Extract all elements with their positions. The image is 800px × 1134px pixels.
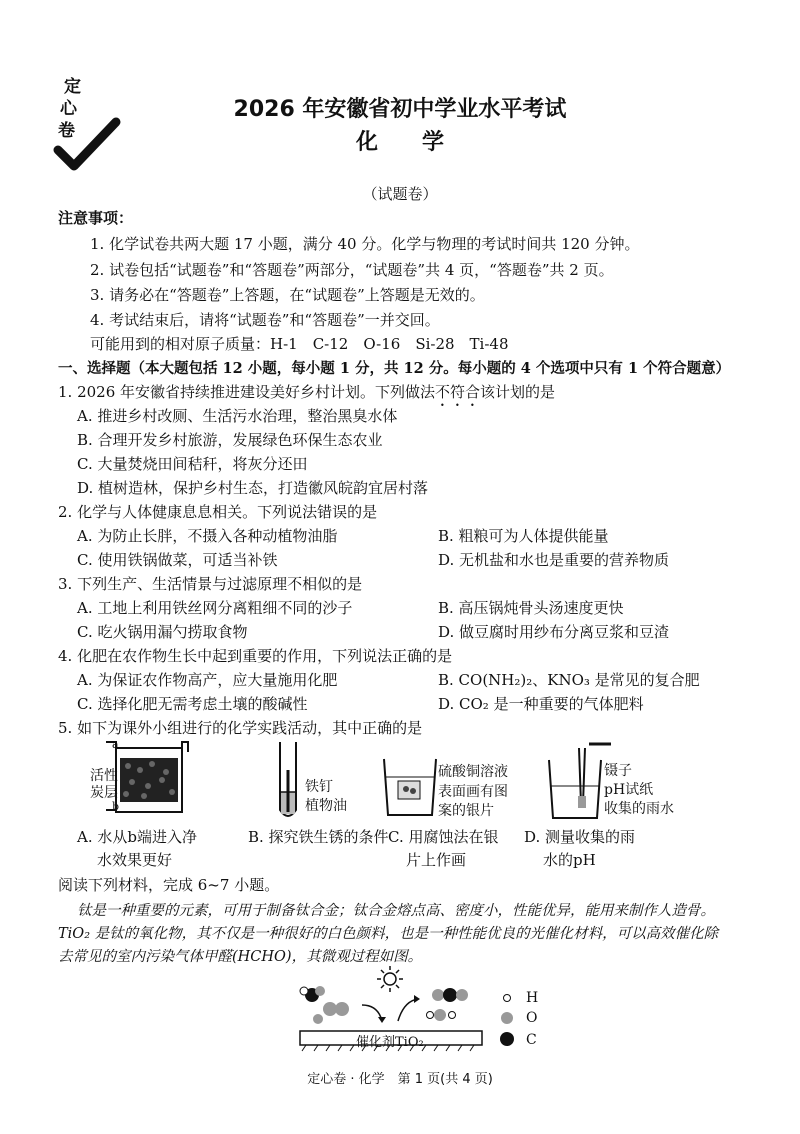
ph-label-tweezers: 镊子 [604, 763, 632, 779]
q2-option-b: B. 粗粮可为人体提供能量 [438, 527, 609, 545]
q5-option-a-line-1: A. 水从b端进入净 [77, 828, 197, 846]
filter-label-b: b [112, 800, 120, 813]
ph-label-rainwater: 收集的雨水 [604, 801, 674, 817]
beaker-silver-figure [380, 755, 440, 820]
notice-item-3: 3. 请务必在“答题卷”上答题，在“试题卷”上答题是无效的。 [90, 286, 485, 304]
q2-stem: 2. 化学与人体健康息息相关。下列说法错误的是 [58, 503, 378, 521]
q3-stem: 3. 下列生产、生活情景与过滤原理不相似的是 [58, 575, 363, 593]
q4-option-a: A. 为保证农作物高产，应大量施用化肥 [77, 671, 338, 689]
q2-option-a: A. 为防止长胖，不摄入各种动植物油脂 [77, 527, 338, 545]
q4-option-c: C. 选择化肥无需考虑土壤的酸碱性 [77, 695, 308, 713]
reading-intro: 阅读下列材料，完成 6~7 小题。 [58, 876, 280, 894]
exam-title: 2026 年安徽省初中学业水平考试 [233, 97, 567, 122]
notice-item-4: 4. 考试结束后，请将“试题卷”和“答题卷”一并交回。 [90, 311, 440, 329]
sun-icon [377, 966, 403, 992]
q3-option-a: A. 工地上利用铁丝网分离粗细不同的沙子 [77, 599, 353, 617]
stamp-char-1: 定 [64, 77, 81, 97]
q4-option-d: D. CO₂ 是一种重要的气体肥料 [438, 695, 644, 713]
reading-paragraph-1: 钛是一种重要的元素，可用于制备钛合金；钛合金熔点高、密度小，性能优异，能用来制作人造骨。 [77, 903, 715, 919]
q1-option-a: A. 推进乡村改厕、生活污水治理，整治黑臭水体 [77, 407, 398, 425]
q4-option-b: B. CO(NH₂)₂、KNO₃ 是常见的复合肥 [438, 671, 700, 689]
subject-title: 化 学 [355, 130, 444, 155]
atom-legend-markers [496, 990, 518, 1050]
q5-option-c-line-1: C. 用腐蚀法在银 [388, 828, 499, 846]
q3-option-d: D. 做豆腐时用纱布分离豆浆和豆渣 [438, 623, 670, 641]
catalyst-label: 催化剂TiO₂ [356, 1035, 424, 1050]
reading-paragraph-2: TiO₂ 是钛的氧化物，其不仅是一种很好的白色颜料，也是一种性能优良的光催化材料，可以高效催化除 [58, 926, 719, 942]
atomic-masses: 可能用到的相对原子质量：H-1 C-12 O-16 Si-28 Ti-48 [90, 335, 509, 353]
q1-option-d: D. 植树造林，保护乡村生态，打造徽风皖韵宜居村落 [77, 479, 429, 497]
q5-stem: 5. 如下为课外小组进行的化学实践活动，其中正确的是 [58, 719, 423, 737]
q1-stem-b: 该计划的是 [480, 383, 556, 401]
legend-carbon: C [526, 1032, 537, 1048]
q2-option-c: C. 使用铁锅做菜，可适当补铁 [77, 551, 278, 569]
test-tube-label-oil: 植物油 [305, 798, 347, 814]
filter-label-a: a [112, 738, 119, 751]
notice-item-1: 1. 化学试卷共两大题 17 小题，满分 40 分。化学与物理的考试时间共 120 分钟。 [90, 235, 640, 253]
beaker-label-plate-2: 案的银片 [438, 803, 494, 819]
q5-option-d-line-2: 水的pH [543, 851, 596, 869]
q4-stem: 4. 化肥在农作物生长中起到重要的作用，下列说法正确的是 [58, 647, 453, 665]
notice-heading: 注意事项： [58, 209, 134, 227]
stamp-char-2: 心 [60, 99, 77, 119]
section-heading: 一、选择题（本大题包括 12 小题，每小题 1 分，共 12 分。每小题的 4 个选项中只有 1 个符合题意） [58, 360, 731, 377]
legend-oxygen: O [526, 1010, 538, 1026]
test-tube-label-nail: 铁钉 [305, 779, 333, 795]
filter-label-carbon-2: 炭层 [90, 785, 118, 801]
paper-type: （试题卷） [362, 185, 438, 203]
q5-option-b: B. 探究铁生锈的条件 [248, 828, 389, 846]
q5-option-d-line-1: D. 测量收集的雨 [524, 828, 636, 846]
beaker-label-plate-1: 表面画有图 [438, 784, 508, 800]
q1-stem-a: 1. 2026 年安徽省持续推进建设美好乡村计划。下列做法 [58, 383, 436, 401]
q1-stem-emphasis: 不符合 [435, 383, 481, 401]
filter-label-carbon-1: 活性 [90, 768, 118, 784]
page-footer: 定心卷 · 化学 第 1 页(共 4 页) [307, 1072, 493, 1087]
q2-option-d: D. 无机盐和水也是重要的营养物质 [438, 551, 670, 569]
stamp-char-3: 卷 [58, 121, 75, 141]
reading-paragraph-3: 去常见的室内污染气体甲醛(HCHO)，其微观过程如图。 [58, 949, 423, 965]
beaker-label-solution: 硫酸铜溶液 [438, 764, 508, 780]
q5-option-c-line-2: 片上作画 [406, 851, 467, 869]
q1-option-b: B. 合理开发乡村旅游，发展绿色环保生态农业 [77, 431, 383, 449]
q3-option-c: C. 吃火锅用漏勺捞取食物 [77, 623, 248, 641]
q5-option-a-line-2: 水效果更好 [97, 851, 173, 869]
q1-option-c: C. 大量焚烧田间秸秆，将灰分还田 [77, 455, 308, 473]
q3-option-b: B. 高压锅炖骨头汤速度更快 [438, 599, 624, 617]
test-tube-figure [270, 740, 310, 825]
ph-label-paper: pH试纸 [604, 782, 654, 798]
notice-item-2: 2. 试卷包括“试题卷”和“答题卷”两部分，“试题卷”共 4 页，“答题卷”共 2 页。 [90, 261, 614, 279]
legend-hydrogen: H [526, 990, 539, 1006]
